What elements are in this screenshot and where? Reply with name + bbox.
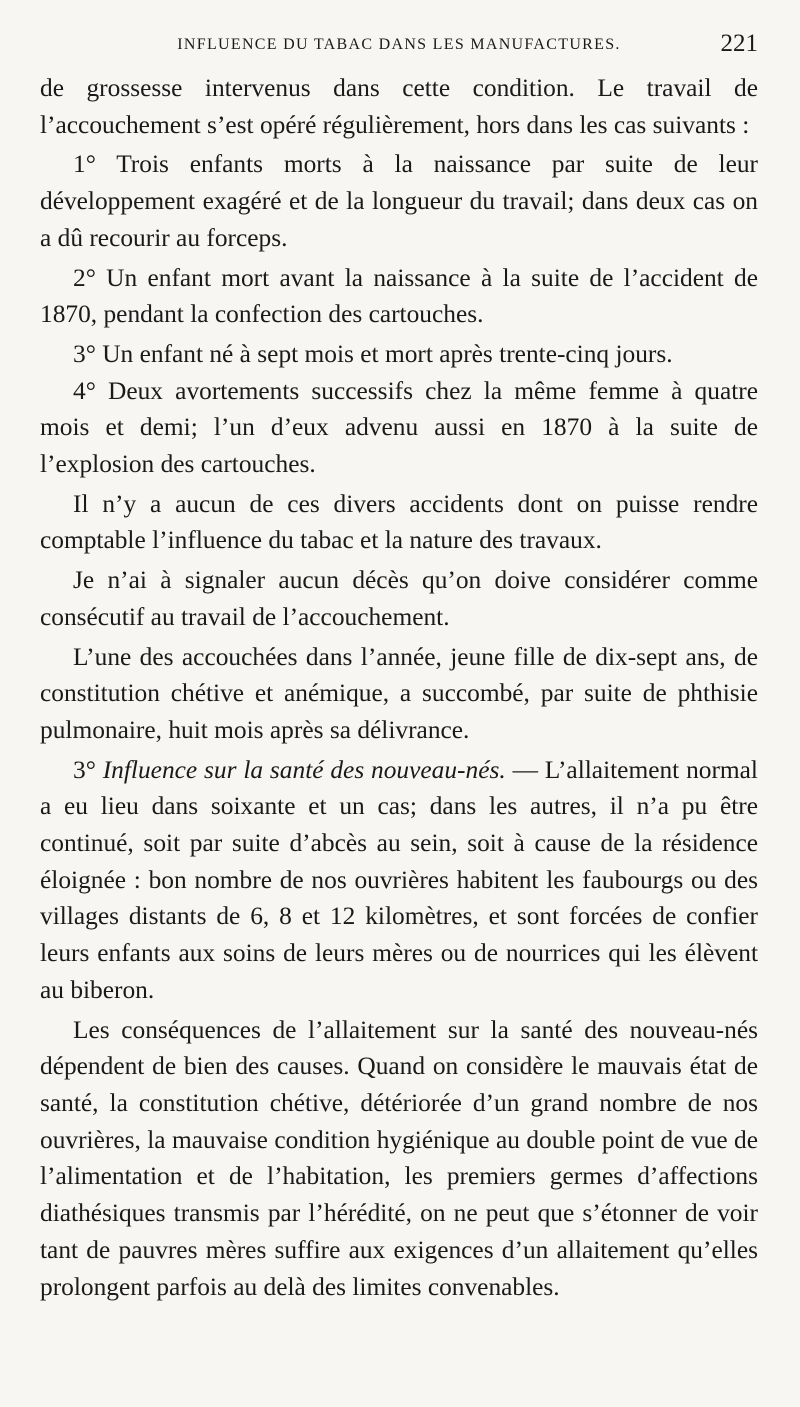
paragraph-accidents: Il n’y a aucun de ces divers accidents dont on puisse rendre comptable l’influence du tabac et la nature des travaux. xyxy=(40,489,758,555)
paragraph-deces: Je n’ai à signaler aucun décès qu’on doive considérer comme consécutif au travail de l’accouchement. xyxy=(40,566,758,631)
running-title: INFLUENCE DU TABAC DANS LES MANUFACTURES. xyxy=(177,36,621,53)
paragraph-case-4: 4° Deux avortements successifs chez la même femme à quatre mois et demi; l’un d’eux advenu aussi en 1870 à la suite de l’explosion des cartouches. xyxy=(40,376,758,479)
section-text: — L’allaitement normal a eu lieu dans soixante et un cas; dans les autres, il n’a pu être continué, soit par suite d’abcès au sein, soit à cause de la résidence éloignée : bon nombre de nos ouvrières habitent les faubourgs ou des villages distants de 6, 8 et 12 kilomètres, et sont forcées de confier leurs enfants aux soins de leurs mères ou de nourrices qui les élèvent au biberon. xyxy=(40,755,758,1004)
section-number: 3° xyxy=(73,755,96,784)
page-number: 221 xyxy=(720,30,758,57)
paragraph-section-3 xyxy=(40,752,758,1009)
section-title: Influence sur la santé des nouveau-nés. xyxy=(102,755,506,784)
paragraph-accouchee: L’une des accouchées dans l’année, jeune fille de dix-sept ans, de constitution chétive et anémique, a succombé, par suite de phthisie pulmonaire, huit mois après sa délivrance. xyxy=(40,642,758,744)
paragraph-case-1: 1° Trois enfants morts à la naissance par suite de leur développement exagéré et de la longueur du travail; dans deux cas on a dû recourir au forceps. xyxy=(40,150,758,252)
paragraph-case-2: 2° Un enfant mort avant la naissance à la suite de l’accident de 1870, pendant la confection des cartouches. xyxy=(40,263,758,329)
running-head xyxy=(40,30,758,64)
paragraph-final: Les conséquences de l’allaitement sur la santé des nouveau-nés dépendent de bien des causes. Quand on considère le mauvais état de santé, la constitution chétive, détériorée d’un grand nombre de nos ouvrières, la mauvaise condition hygiénique au double point de vue de l’alimentation et de l’habitation, les premiers germes d’affections diathésiques transmis par l’hérédité, on ne peut que s’étonner de voir tant de pauvres mères suffire aux exigences d’un allaitement qu’elles prolongent parfois au delà des limites convenables. xyxy=(40,1015,758,1301)
paragraph-continuation: de grossesse intervenus dans cette condition. Le travail de l’accouchement s’est opéré régulièrement, hors dans les cas suivants : xyxy=(40,74,758,139)
paragraph-case-3: 3° Un enfant né à sept mois et mort après trente-cinq jours. xyxy=(73,339,673,368)
body-text xyxy=(40,70,758,1305)
